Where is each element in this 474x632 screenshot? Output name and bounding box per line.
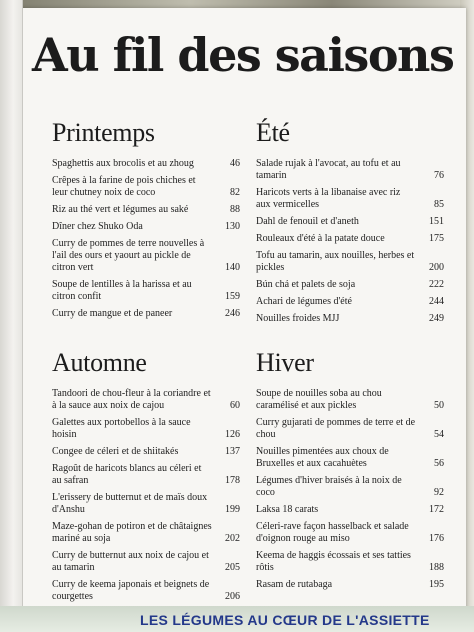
recipe-entry — [52, 238, 240, 274]
recipe-title: Soupe de nouilles soba au chou caramélisé et aux pickles — [256, 388, 382, 411]
recipe-title: Maze-gohan de potiron et de châtaignes mariné au soja — [52, 521, 212, 544]
recipe-title: Curry de butternut aux noix de cajou et au tamarin — [52, 550, 209, 573]
recipe-title: Nouilles froides MJJ — [256, 313, 340, 324]
section-automne — [52, 348, 240, 608]
recipe-entry — [256, 216, 444, 228]
recipe-entry — [52, 158, 240, 170]
page-number: 172 — [429, 504, 444, 515]
page-number: 199 — [225, 504, 240, 515]
recipe-entry — [256, 158, 444, 182]
recipe-entry — [52, 579, 240, 603]
recipe-entry — [256, 187, 444, 211]
recipe-entry — [256, 296, 444, 308]
page-number: 205 — [225, 562, 240, 573]
recipe-title: Tandoori de chou-fleur à la coriandre et à la sauce aux noix de cajou — [52, 388, 211, 411]
page-number: 82 — [230, 187, 240, 198]
recipe-entry — [52, 279, 240, 303]
recipe-list — [256, 158, 444, 325]
page-number: 76 — [434, 170, 444, 181]
page-number: 222 — [429, 279, 444, 290]
section-ete — [256, 118, 444, 330]
recipe-title: Ragoût de haricots blancs au céleri et au safran — [52, 463, 202, 486]
recipe-title: Dahl de fenouil et d'aneth — [256, 216, 359, 227]
page-number: 244 — [429, 296, 444, 307]
recipe-title: Spaghettis aux brocolis et au zhoug — [52, 158, 194, 169]
page-number: 50 — [434, 400, 444, 411]
page-number: 54 — [434, 429, 444, 440]
recipe-title: Dîner chez Shuko Oda — [52, 221, 143, 232]
page-number: 60 — [230, 400, 240, 411]
recipe-title: Laksa 18 carats — [256, 504, 319, 515]
recipe-list — [256, 388, 444, 591]
page-number: 126 — [225, 429, 240, 440]
section-title: Printemps — [52, 118, 155, 147]
recipe-entry — [52, 308, 240, 320]
recipe-list — [52, 158, 240, 320]
section-title: Hiver — [256, 348, 314, 377]
recipe-title: Keema de haggis écossais et ses tatties rôtis — [256, 550, 411, 573]
page-number: 159 — [225, 291, 240, 302]
recipe-title: Rouleaux d'été à la patate douce — [256, 233, 385, 244]
recipe-entry — [256, 233, 444, 245]
recipe-title: Curry gujarati de pommes de terre et de chou — [256, 417, 416, 440]
recipe-entry — [256, 417, 444, 441]
recipe-title: Haricots verts à la libanaise avec riz aux vermicelles — [256, 187, 401, 210]
recipe-entry — [52, 446, 240, 458]
recipe-entry — [256, 504, 444, 516]
recipe-title: Riz au thé vert et légumes au saké — [52, 204, 189, 215]
page-number: 92 — [434, 487, 444, 498]
page-number: 88 — [230, 204, 240, 215]
recipe-title: Bún chả et palets de soja — [256, 279, 356, 290]
page-number: 202 — [225, 533, 240, 544]
section-printemps — [52, 118, 240, 325]
recipe-title: Rasam de rutabaga — [256, 579, 333, 590]
recipe-list — [52, 388, 240, 603]
page-number: 56 — [434, 458, 444, 469]
section-hiver — [256, 348, 444, 596]
page-stack-edge — [0, 0, 23, 632]
page-number: 140 — [225, 262, 240, 273]
recipe-entry — [52, 417, 240, 441]
page-number: 137 — [225, 446, 240, 457]
recipe-entry — [256, 550, 444, 574]
page-number: 130 — [225, 221, 240, 232]
recipe-title: L'erissery de butternut et de maïs doux d'Anshu — [52, 492, 208, 515]
recipe-title: Crêpes à la farine de pois chiches et leur chutney noix de coco — [52, 175, 196, 198]
page-number: 206 — [225, 591, 240, 602]
recipe-entry — [256, 521, 444, 545]
book-page — [18, 8, 466, 612]
recipe-title: Curry de pommes de terre nouvelles à l'ail des ours et yaourt au pickle de citron vert — [52, 238, 205, 273]
recipe-title: Soupe de lentilles à la harissa et au citron confit — [52, 279, 192, 302]
recipe-entry — [256, 579, 444, 591]
recipe-title: Céleri-rave façon hasselback et salade d'oignon rouge au miso — [256, 521, 409, 544]
page-number: 85 — [434, 199, 444, 210]
recipe-entry — [52, 221, 240, 233]
recipe-title: Nouilles pimentées aux choux de Bruxelles et aux cacahuètes — [256, 446, 389, 469]
recipe-title: Légumes d'hiver braisés à la noix de coco — [256, 475, 402, 498]
recipe-entry — [256, 388, 444, 412]
page-number: 175 — [429, 233, 444, 244]
recipe-entry — [256, 279, 444, 291]
recipe-title: Galettes aux portobellos à la sauce hoisin — [52, 417, 191, 440]
recipe-entry — [256, 313, 444, 325]
section-title: Automne — [52, 348, 147, 377]
recipe-entry — [52, 463, 240, 487]
recipe-title: Curry de mangue et de paneer — [52, 308, 173, 319]
page-number: 46 — [230, 158, 240, 169]
recipe-entry — [256, 250, 444, 274]
recipe-title: Achari de légumes d'été — [256, 296, 352, 307]
recipe-title: Tofu au tamarin, aux nouilles, herbes et pickles — [256, 250, 415, 273]
recipe-title: Curry de keema japonais et beignets de courgettes — [52, 579, 210, 602]
recipe-title: Congee de céleri et de shiitakés — [52, 446, 179, 457]
page-number: 178 — [225, 475, 240, 486]
page-number: 188 — [429, 562, 444, 573]
footer-text: LES LÉGUMES AU CŒUR DE L'ASSIETTE — [140, 612, 430, 628]
recipe-entry — [52, 550, 240, 574]
page-number: 200 — [429, 262, 444, 273]
page-title: Au fil des saisons — [32, 28, 454, 82]
recipe-entry — [256, 446, 444, 470]
recipe-entry — [52, 388, 240, 412]
page-number: 249 — [429, 313, 444, 324]
recipe-entry — [256, 475, 444, 499]
recipe-entry — [52, 521, 240, 545]
recipe-entry — [52, 492, 240, 516]
page-number: 151 — [429, 216, 444, 227]
recipe-title: Salade rujak à l'avocat, au tofu et au tamarin — [256, 158, 401, 181]
page-number: 246 — [225, 308, 240, 319]
recipe-entry — [52, 204, 240, 216]
page-number: 195 — [429, 579, 444, 590]
recipe-entry — [52, 175, 240, 199]
section-title: Été — [256, 118, 290, 147]
page-number: 176 — [429, 533, 444, 544]
